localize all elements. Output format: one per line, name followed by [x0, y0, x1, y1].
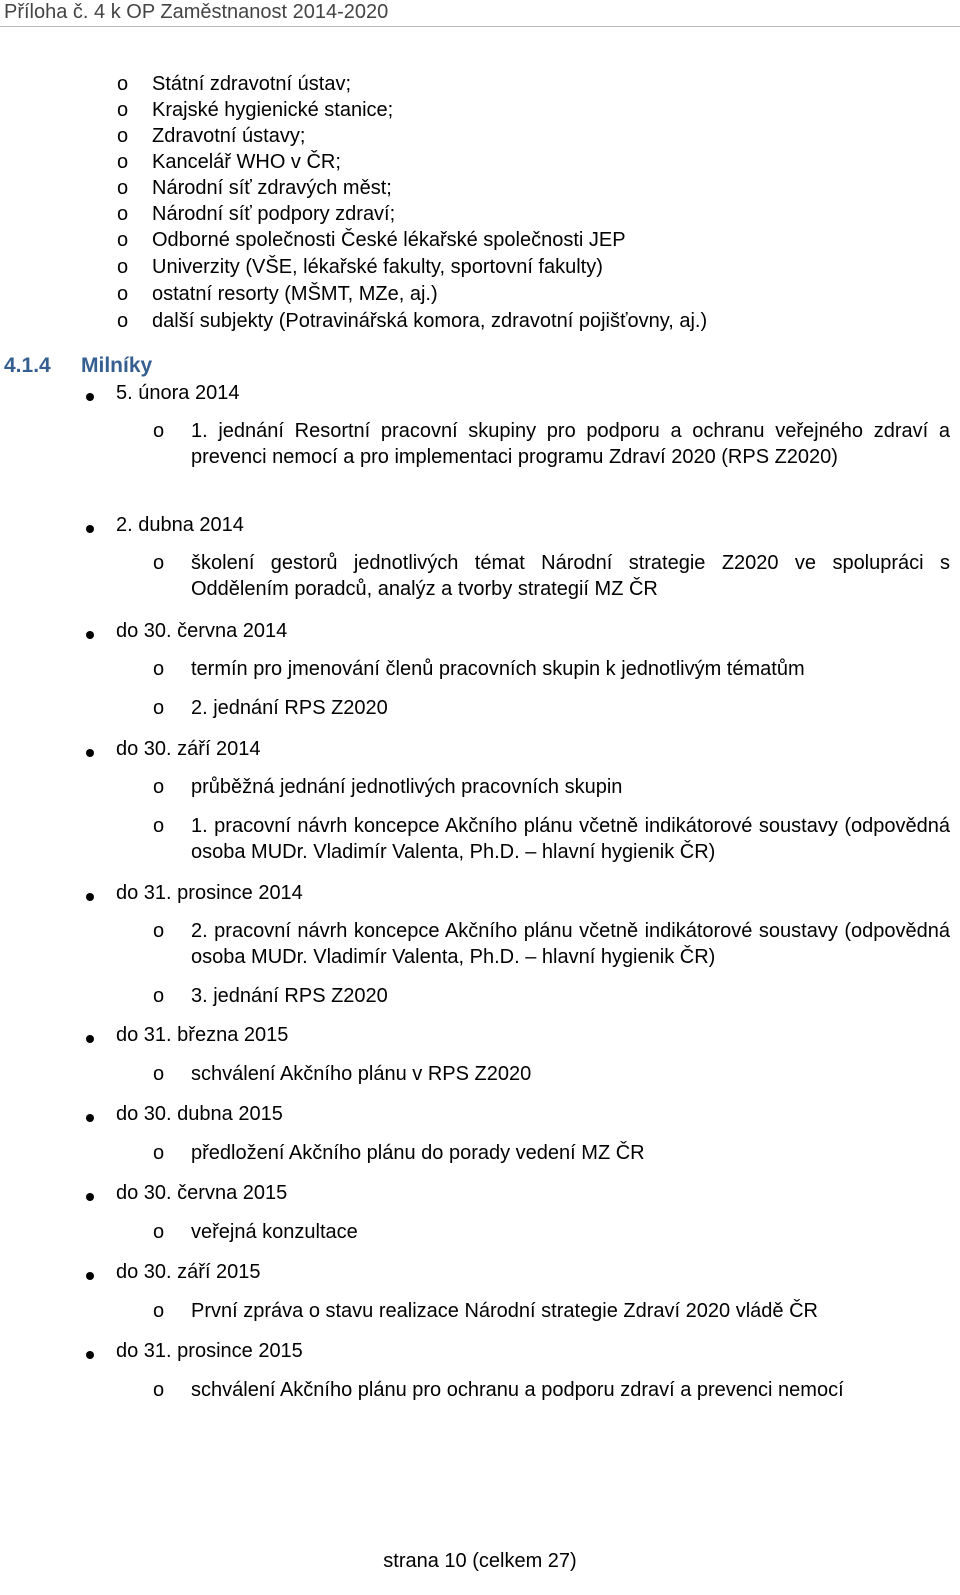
list-marker: o	[117, 283, 129, 305]
list-marker: o	[153, 658, 165, 680]
list-marker: o	[153, 1379, 165, 1401]
list-marker: o	[153, 776, 165, 798]
milestone-date: do 30. dubna 2015	[116, 1103, 283, 1125]
list-marker: o	[117, 203, 129, 225]
milestone-item: školení gestorů jednotlivých témat Národní strategie Z2020 ve spolupráci s Oddělením poradců, analýz a tvorby strategií MZ ČR	[191, 552, 950, 600]
bullet-marker	[86, 1114, 94, 1122]
list-item: Národní síť podpory zdraví;	[152, 203, 396, 225]
milestone-date: do 30. září 2015	[116, 1261, 261, 1283]
list-marker: o	[153, 552, 165, 574]
list-item: Odborné společnosti České lékařské společnosti JEP	[152, 229, 626, 251]
milestone-item: 2. jednání RPS Z2020	[191, 697, 388, 719]
milestone-item: schválení Akčního plánu v RPS Z2020	[191, 1063, 532, 1085]
section-title: Milníky	[81, 354, 153, 377]
list-marker: o	[117, 73, 129, 95]
page-number: strana 10 (celkem 27)	[383, 1550, 577, 1572]
milestone-date: 5. února 2014	[116, 382, 240, 404]
milestone-item: 3. jednání RPS Z2020	[191, 985, 388, 1007]
bullet-marker	[86, 1035, 94, 1043]
page-header	[0, 0, 960, 27]
milestone-item: 1. jednání Resortní pracovní skupiny pro podporu a ochranu veřejného zdraví a prevenci nemocí a pro implementaci programu Zdraví 2020 (RPS Z2020)	[191, 420, 950, 468]
milestone-item: veřejná konzultace	[191, 1221, 358, 1243]
list-item: Zdravotní ústavy;	[152, 125, 306, 147]
milestone-date: do 31. prosince 2015	[116, 1340, 303, 1362]
list-marker: o	[153, 1063, 165, 1085]
list-marker: o	[153, 920, 165, 942]
milestone-item: 2. pracovní návrh koncepce Akčního plánu včetně indikátorové soustavy (odpovědná osoba MUDr. Vladimír Valenta, Ph.D. – hlavní hygienik ČR)	[191, 920, 950, 968]
list-marker: o	[153, 1300, 165, 1322]
milestone-date: do 31. března 2015	[116, 1024, 289, 1046]
header-title: Příloha č. 4 k OP Zaměstnanost 2014-2020	[4, 1, 389, 23]
list-marker: o	[117, 310, 129, 332]
list-marker: o	[117, 151, 129, 173]
list-item: Národní síť zdravých měst;	[152, 177, 392, 199]
list-item: Krajské hygienické stanice;	[152, 99, 394, 121]
milestone-date: 2. dubna 2014	[116, 514, 244, 536]
list-marker: o	[153, 985, 165, 1007]
bullet-marker	[86, 525, 94, 533]
list-marker: o	[153, 1221, 165, 1243]
milestone-item: 1. pracovní návrh koncepce Akčního plánu včetně indikátorové soustavy (odpovědná osoba MUDr. Vladimír Valenta, Ph.D. – hlavní hygienik ČR)	[191, 815, 950, 863]
list-marker: o	[153, 420, 165, 442]
bullet-marker	[86, 1193, 94, 1201]
bullet-marker	[86, 749, 94, 757]
list-item: Státní zdravotní ústav;	[152, 73, 351, 95]
bullet-marker	[86, 1272, 94, 1280]
list-marker: o	[117, 125, 129, 147]
bullet-marker	[86, 1351, 94, 1359]
section-number: 4.1.4	[4, 354, 51, 377]
list-marker: o	[117, 229, 129, 251]
list-marker: o	[153, 815, 165, 837]
milestone-item: předložení Akčního plánu do porady vedení MZ ČR	[191, 1142, 645, 1164]
page-footer	[0, 1548, 960, 1574]
bullet-marker	[86, 631, 94, 639]
list-item: ostatní resorty (MŠMT, MZe, aj.)	[152, 283, 438, 305]
milestone-date: do 31. prosince 2014	[116, 882, 303, 904]
bullet-marker	[86, 393, 94, 401]
list-marker: o	[117, 177, 129, 199]
milestone-item: schválení Akčního plánu pro ochranu a podporu zdraví a prevenci nemocí	[191, 1379, 844, 1401]
milestone-item: První zpráva o stavu realizace Národní strategie Zdraví 2020 vládě ČR	[191, 1300, 818, 1322]
milestone-date: do 30. června 2014	[116, 620, 288, 642]
list-item: Univerzity (VŠE, lékařské fakulty, sportovní fakulty)	[152, 256, 603, 278]
list-marker: o	[117, 256, 129, 278]
list-marker: o	[117, 99, 129, 121]
list-item: další subjekty (Potravinářská komora, zdravotní pojišťovny, aj.)	[152, 310, 708, 332]
list-item: Kancelář WHO v ČR;	[152, 151, 341, 173]
list-marker: o	[153, 1142, 165, 1164]
bullet-marker	[86, 893, 94, 901]
milestone-item: průběžná jednání jednotlivých pracovních skupin	[191, 776, 623, 798]
section-heading	[4, 352, 152, 380]
list-marker: o	[153, 697, 165, 719]
milestone-date: do 30. září 2014	[116, 738, 261, 760]
milestone-date: do 30. června 2015	[116, 1182, 288, 1204]
milestone-item: termín pro jmenování členů pracovních skupin k jednotlivým tématům	[191, 658, 805, 680]
